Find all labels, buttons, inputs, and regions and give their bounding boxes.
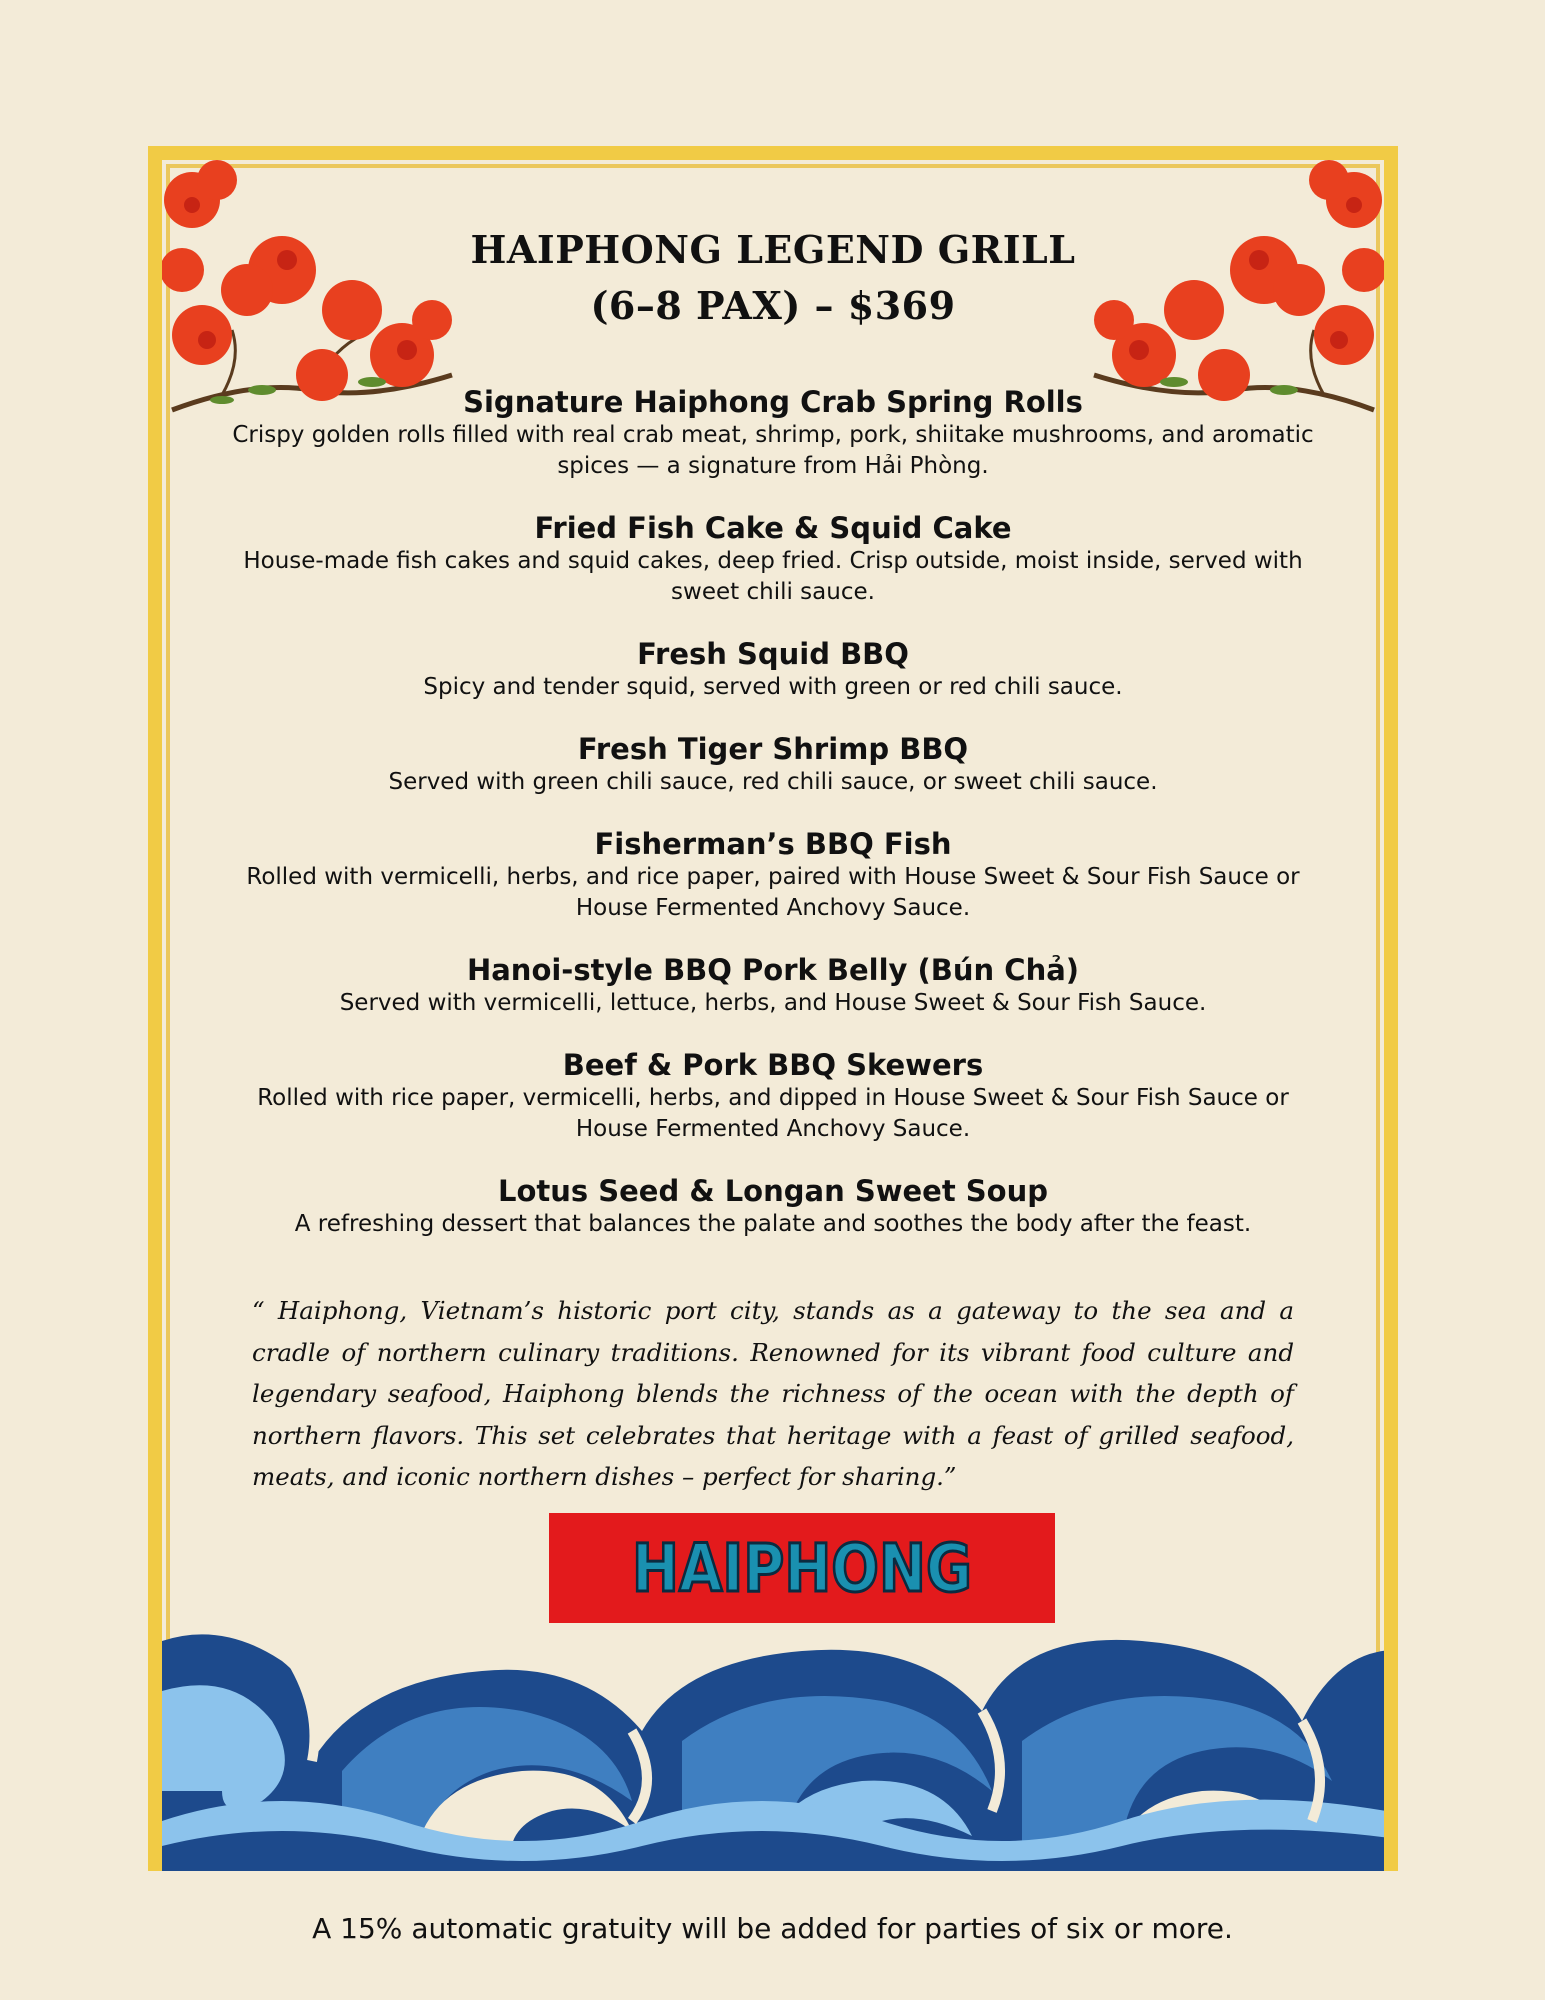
menu-frame [148, 146, 1398, 1871]
title-line-1: HAIPHONG LEGEND GRILL [470, 227, 1076, 272]
sea-waves-icon [162, 1621, 1398, 1871]
item-name: Lotus Seed & Longan Sweet Soup [497, 1174, 1049, 1208]
item-name: Beef & Pork BBQ Skewers [562, 1048, 984, 1082]
menu-item [222, 731, 1324, 798]
logo-text: HAIPHONG [632, 1530, 972, 1607]
menu-item [222, 1047, 1324, 1145]
item-description: House-made fish cakes and squid cakes, deep fried. Crisp outside, moist inside, served with sweet chili sauce. [243, 548, 1303, 605]
menu-items [222, 384, 1324, 1268]
item-name: Fresh Tiger Shrimp BBQ [577, 732, 969, 766]
item-description: Rolled with vermicelli, herbs, and rice paper, paired with House Sweet & Sour Fish Sauce or House Fermented Anchovy Sauce. [246, 864, 1300, 921]
item-name: Fisherman’s BBQ Fish [594, 827, 952, 861]
item-name: Fresh Squid BBQ [637, 637, 909, 671]
menu-item [222, 510, 1324, 608]
item-description: A refreshing dessert that balances the palate and soothes the body after the feast. [294, 1211, 1252, 1237]
menu-item [222, 952, 1324, 1019]
menu-item [222, 636, 1324, 703]
haiphong-logo [549, 1513, 1055, 1623]
item-description: Spicy and tender squid, served with green or red chili sauce. [423, 674, 1123, 700]
item-description: Rolled with rice paper, vermicelli, herbs, and dipped in House Sweet & Sour Fish Sauce or House Fermented Anchovy Sauce. [257, 1085, 1289, 1142]
item-name: Fried Fish Cake & Squid Cake [534, 511, 1012, 545]
item-name: Signature Haiphong Crab Spring Rolls [463, 385, 1083, 419]
menu-item [222, 826, 1324, 924]
heritage-quote: “ Haiphong, Vietnam’s historic port city, stands as a gateway to the sea and a cradle of northern culinary traditions. Renowned for its vibrant food culture and legendary seafood, Haiphong blends the richness of the ocean with the depth of northern flavors. This set celebrates that heritage with a feast of grilled seafood, meats, and iconic northern dishes – perfect for sharing.” [252, 1296, 1294, 1491]
menu-item [222, 384, 1324, 482]
menu-item [222, 1173, 1324, 1240]
item-name: Hanoi-style BBQ Pork Belly (Bún Chả) [466, 953, 1080, 987]
item-description: Crispy golden rolls filled with real crab meat, shrimp, pork, shiitake mushrooms, and aromatic spices — a signature from Hải Phòng. [232, 422, 1314, 479]
item-description: Served with green chili sauce, red chili sauce, or sweet chili sauce. [388, 769, 1158, 795]
title-line-2: (6–8 PAX) – $369 [590, 283, 956, 328]
gratuity-note: A 15% automatic gratuity will be added for parties of six or more. [312, 1912, 1233, 1945]
item-description: Served with vermicelli, lettuce, herbs, and House Sweet & Sour Fish Sauce. [339, 990, 1207, 1016]
menu-title [162, 222, 1384, 334]
